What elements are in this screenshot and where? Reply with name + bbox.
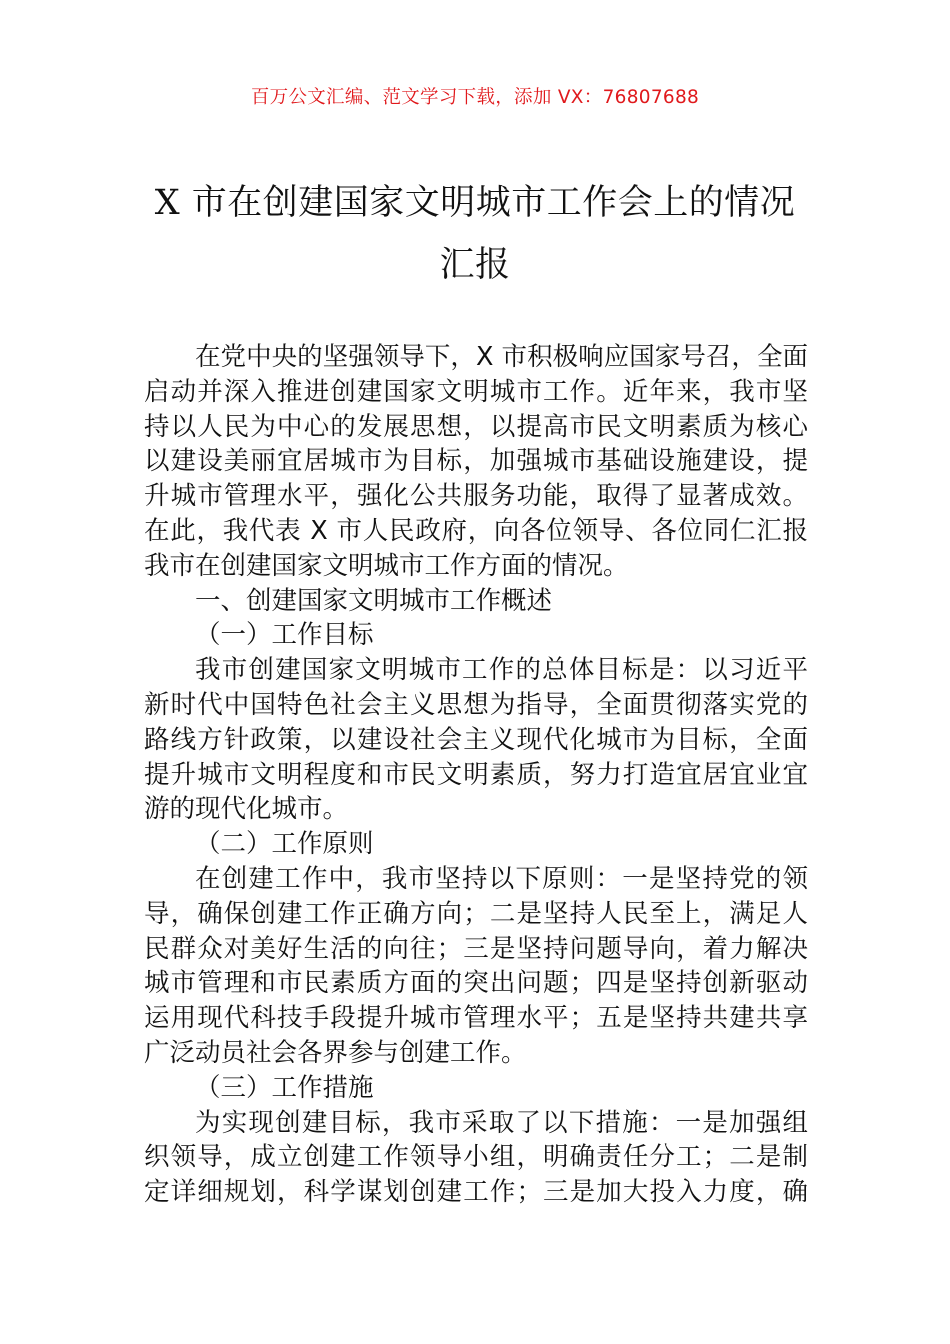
paragraph-line: 启动并深入推进创建国家文明城市工作。近年来，我市坚 [144,376,808,407]
paragraph-line: 在此，我代表 X 市人民政府，向各位领导、各位同仁汇报 [144,515,808,546]
watermark-banner: 百万公文汇编、范文学习下载，添加 VX：76807688 [250,87,700,108]
paragraph-line: 为实现创建目标，我市采取了以下措施：一是加强组 [195,1107,808,1138]
paragraph-line: 我市在创建国家文明城市工作方面的情况。 [144,550,629,581]
paragraph-line: 运用现代科技手段提升城市管理水平；五是坚持共建共享 [144,1003,808,1034]
paragraph-line: 城市管理和市民素质方面的突出问题；四是坚持创新驱动 [144,968,808,999]
paragraph-line: 游的现代化城市。 [144,794,349,825]
paragraph-line: 提升城市文明程度和市民文明素质，努力打造宜居宜业宜 [144,759,808,790]
paragraph-line: 我市创建国家文明城市工作的总体目标是：以习近平 [195,655,808,686]
section-heading: 一、创建国家文明城市工作概述 [195,585,553,616]
paragraph-line: 导，确保创建工作正确方向；二是坚持人民至上，满足人 [144,898,808,929]
paragraph-line: 广泛动员社会各界参与创建工作。 [144,1037,527,1068]
paragraph-line: 在党中央的坚强领导下，X 市积极响应国家号召，全面 [195,342,808,372]
title-line-2: 汇报 [439,245,511,285]
title-line-1: X 市在创建国家文明城市工作会上的情况 [154,183,796,223]
paragraph-line: 升城市管理水平，强化公共服务功能，取得了显著成效。 [144,481,808,512]
paragraph-line: 以建设美丽宜居城市为目标，加强城市基础设施建设，提 [144,446,808,477]
subsection-heading: （二）工作原则 [195,829,374,860]
document-title [95,172,855,296]
paragraph-line: 在创建工作中，我市坚持以下原则：一是坚持党的领 [195,863,808,894]
document-body [144,340,808,1210]
paragraph-line: 民群众对美好生活的向往；三是坚持问题导向，着力解决 [144,933,808,964]
paragraph-line: 路线方针政策，以建设社会主义现代化城市为目标，全面 [144,724,808,755]
subsection-heading: （三）工作措施 [195,1072,374,1103]
paragraph-line: 持以人民为中心的发展思想，以提高市民文明素质为核心 [144,411,808,442]
paragraph-line: 新时代中国特色社会主义思想为指导，全面贯彻落实党的 [144,689,808,720]
subsection-heading: （一）工作目标 [195,620,374,651]
paragraph-line: 定详细规划，科学谋划创建工作；三是加大投入力度，确 [144,1177,808,1208]
paragraph-line: 织领导，成立创建工作领导小组，明确责任分工；二是制 [144,1142,808,1173]
